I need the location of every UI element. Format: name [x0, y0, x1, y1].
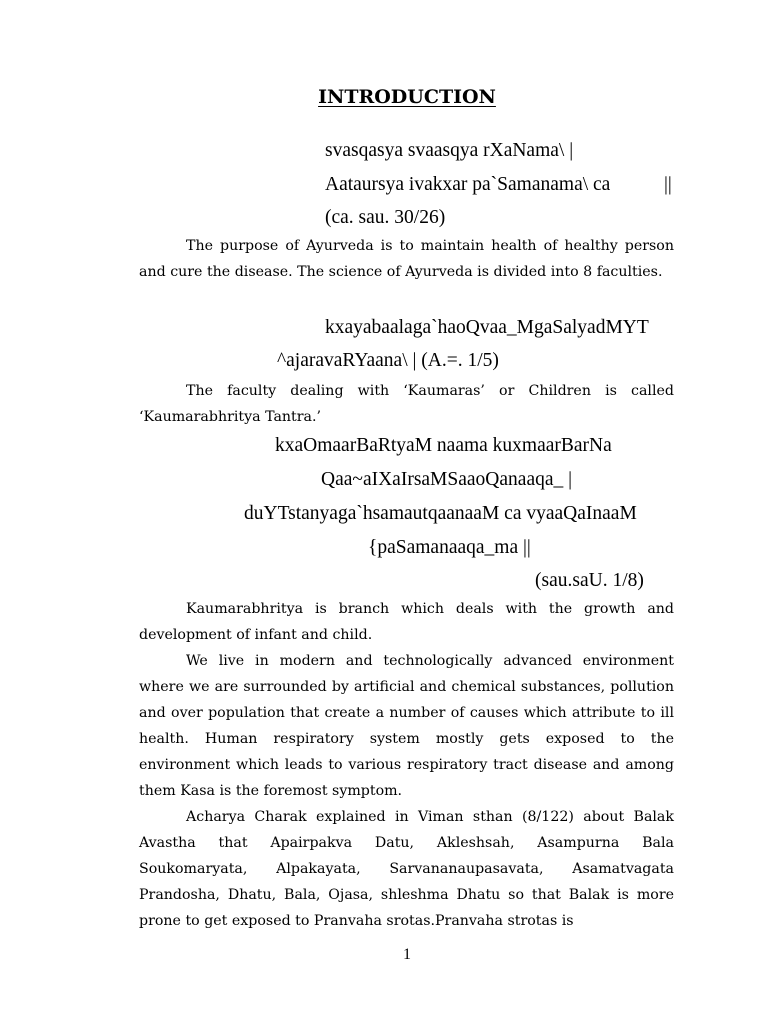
verse1-reference: (ca. sau. 30/26): [325, 207, 446, 228]
verse3-line4: {paSamanaaqa_ma ||: [368, 537, 531, 558]
verse3-line3: duYTstanyaga`hsamautqaanaaM ca vyaaQaInaaM: [244, 503, 637, 524]
verse3-line1: kxaOmaarBaRtyaM naama kuxmaarBarNa: [275, 435, 612, 456]
paragraph-charak: Acharya Charak explained in Viman sthan (8/122) about Balak Avastha that Apairpakva Datu, Akleshsah, Asampurna Bala Soukomaryata, Alpakayata, Sarvananaupasavata, Asamatvagata Prandosha, Dhatu, Bala, Ojasa, shleshma Dhatu so that Balak is more prone to get exposed to Pranvaha srotas.Pranvaha strotas is: [139, 809, 674, 929]
page-number: 1: [403, 946, 411, 963]
paragraph-faculty: The faculty dealing with ‘Kaumaras’ or Children is called ‘Kaumarabhritya Tantra.’: [139, 383, 674, 425]
verse1-line1: svasqasya svaasqya rXaNama\ |: [325, 140, 574, 161]
paragraph-kaumarabhritya: Kaumarabhritya is branch which deals with the growth and development of infant and child.: [139, 601, 674, 643]
verse2-line2: ^ajaravaRYaana\ | (A.=. 1/5): [277, 350, 499, 371]
verse1-line2: Aataursya ivakxar pa`Samanama\ ca: [325, 174, 611, 195]
verse2-line1: kxayabaalaga`haoQvaa_MgaSalyadMYT: [325, 317, 649, 338]
verse3-line2: Qaa~aIXaIrsaMSaaoQanaaqa_ |: [321, 469, 573, 490]
paragraph-environment: We live in modern and technologically advanced environment where we are surrounded by artificial and chemical substances, pollution and over population that create a number of causes which attribute to ill health. Human respiratory system mostly gets exposed to the environment which leads to various respiratory tract disease and among them Kasa is the foremost symptom.: [139, 653, 674, 799]
page-title: INTRODUCTION: [318, 86, 496, 108]
verse1-line2-end: ||: [664, 174, 672, 195]
verse3-reference: (sau.saU. 1/8): [535, 570, 644, 591]
paragraph-purpose: The purpose of Ayurveda is to maintain health of healthy person and cure the disease. The science of Ayurveda is divided into 8 faculties.: [139, 238, 674, 280]
